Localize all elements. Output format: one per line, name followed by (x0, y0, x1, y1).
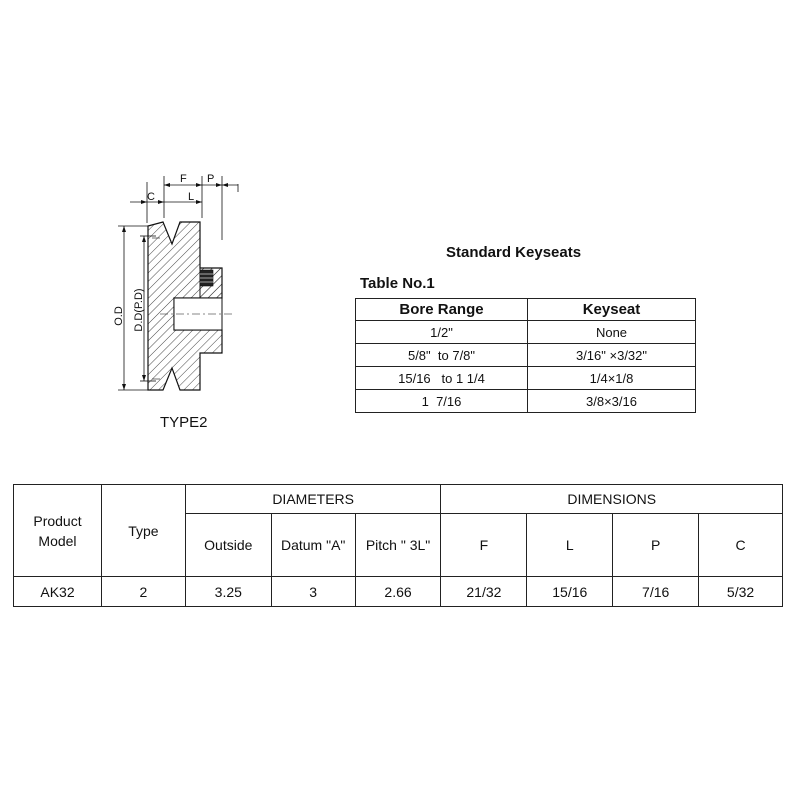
table-header-row (356, 299, 696, 321)
dim-dd-label: D.D(P.D) (133, 288, 145, 332)
cell-l: 15/16 (527, 577, 613, 607)
cell-datum: 3 (271, 577, 355, 607)
col-p: P (613, 514, 699, 577)
table-row (356, 321, 696, 344)
keyseats-table (355, 298, 696, 413)
dim-l-label: L (188, 191, 195, 203)
dim-c-label: C (147, 191, 155, 203)
dim-p-label: P (207, 173, 215, 185)
col-product-model: Product Model (14, 485, 102, 577)
cell-f: 21/32 (441, 577, 527, 607)
bore-range-cell: 15/16 to 1 1/4 (356, 367, 528, 390)
col-datum: Datum "A" (271, 514, 355, 577)
keyseat-cell: 3/16" ×3/32" (528, 344, 696, 367)
cell-type: 2 (101, 577, 185, 607)
group-diameters: DIAMETERS (185, 485, 441, 514)
bore-range-cell: 1 7/16 (356, 390, 528, 413)
cell-c: 5/32 (699, 577, 783, 607)
col-outside: Outside (185, 514, 271, 577)
cell-model: AK32 (14, 577, 102, 607)
table-row (356, 344, 696, 367)
keyseats-title: Standard Keyseats (446, 244, 582, 261)
keyseats-table-name: Table No.1 (360, 275, 435, 292)
table-row (356, 390, 696, 413)
cell-p: 7/16 (613, 577, 699, 607)
dim-od-label: O.D (113, 306, 125, 326)
spec-table (13, 484, 783, 607)
col-bore-range: Bore Range (356, 299, 528, 321)
table-row (356, 367, 696, 390)
dim-f-label: F (180, 173, 187, 185)
keyseat-cell: 3/8×3/16 (528, 390, 696, 413)
table-row (14, 577, 783, 607)
type-label: TYPE2 (160, 414, 208, 431)
keyseat-cell: None (528, 321, 696, 344)
bore-range-cell: 1/2" (356, 321, 528, 344)
bore-range-cell: 5/8" to 7/8" (356, 344, 528, 367)
pulley-drawing (100, 168, 250, 408)
group-dimensions: DIMENSIONS (441, 485, 783, 514)
col-pitch: Pitch " 3L" (355, 514, 441, 577)
cell-pitch: 2.66 (355, 577, 441, 607)
cell-outside: 3.25 (185, 577, 271, 607)
keyseat-cell: 1/4×1/8 (528, 367, 696, 390)
col-keyseat: Keyseat (528, 299, 696, 321)
col-l: L (527, 514, 613, 577)
col-type: Type (101, 485, 185, 577)
col-c: C (699, 514, 783, 577)
spec-header-row (14, 485, 783, 514)
col-f: F (441, 514, 527, 577)
